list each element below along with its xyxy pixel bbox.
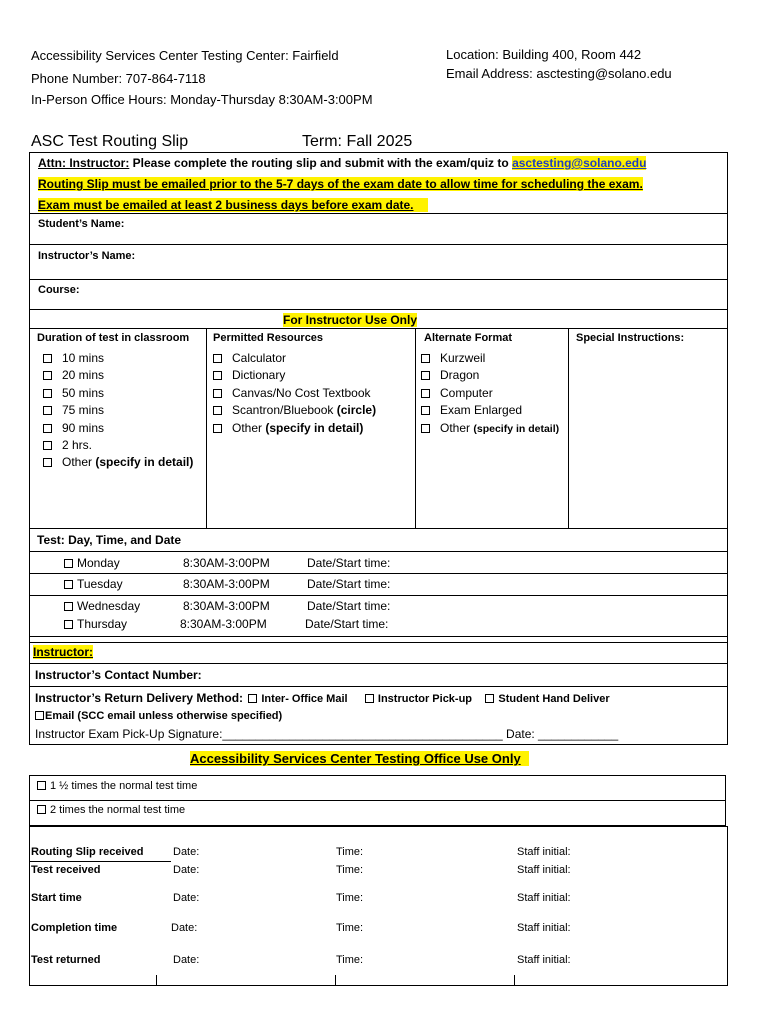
checkbox-icon[interactable]: [421, 389, 430, 398]
attn-text: Please complete the routing slip and submit with the exam/quiz to: [129, 156, 513, 170]
option-detail: (circle): [336, 403, 377, 418]
log-staff-label: Staff initial:: [517, 846, 571, 858]
routing-notice: Routing Slip must be emailed prior to the 5-7 days of the exam date to allow time for scheduling the exam.: [38, 177, 643, 191]
option-label: 50 mins: [62, 385, 105, 400]
schedule-day-wednesday[interactable]: [64, 599, 140, 613]
day-date-label: Date/Start time:: [307, 599, 391, 613]
duration-option[interactable]: [43, 420, 193, 437]
option-detail: (specify in detail): [95, 455, 194, 470]
day-time: 8:30AM-3:00PM: [183, 577, 270, 591]
duration-option[interactable]: [43, 350, 193, 367]
checkbox-icon[interactable]: [213, 406, 222, 415]
time-option-1-5x[interactable]: [37, 780, 197, 792]
student-name-label: Student’s Name:: [38, 218, 125, 230]
checkbox-icon[interactable]: [43, 389, 52, 398]
divider: [29, 279, 728, 280]
duration-option[interactable]: [43, 402, 193, 419]
col-format-header: Alternate Format: [424, 332, 513, 344]
exam-notice: Exam must be emailed at least 2 business days before exam date.: [38, 198, 428, 212]
schedule-title: Test: Day, Time, and Date: [37, 533, 182, 547]
checkbox-icon[interactable]: [37, 781, 46, 790]
attn-label: Attn: Instructor:: [38, 156, 130, 170]
option-inter-office-mail[interactable]: Inter- Office Mail: [261, 693, 348, 705]
course-field[interactable]: [160, 281, 720, 308]
column-divider: [335, 975, 336, 986]
log-date-label: Date:: [173, 846, 200, 858]
format-option[interactable]: [421, 402, 559, 419]
checkbox-icon[interactable]: [64, 602, 73, 611]
instructor-name-label: Instructor’s Name:: [38, 250, 136, 262]
option-label: 75 mins: [62, 403, 105, 418]
column-divider: [206, 328, 207, 528]
option-label: 10 mins: [62, 351, 105, 365]
slip-term: Term: Fall 2025: [302, 133, 413, 150]
day-date-label: Date/Start time:: [305, 617, 389, 631]
divider: [29, 595, 728, 596]
col-resources-header: Permitted Resources: [213, 332, 324, 344]
slip-title: ASC Test Routing Slip: [31, 133, 189, 150]
day-time: 8:30AM-3:00PM: [183, 556, 270, 570]
divider: [29, 551, 728, 552]
log-staff-label: Staff initial:: [517, 922, 571, 934]
option-label: Other: [232, 420, 263, 435]
option-label: 1 ½ times the normal test time: [50, 780, 198, 792]
instructor-contact-label: Instructor’s Contact Number:: [35, 668, 202, 682]
checkbox-icon[interactable]: [421, 354, 430, 363]
divider: [29, 573, 728, 574]
checkbox-icon[interactable]: [37, 805, 46, 814]
duration-option[interactable]: [43, 367, 193, 384]
return-delivery-label: Instructor’s Return Delivery Method:: [35, 691, 244, 705]
checkbox-icon[interactable]: [421, 424, 430, 433]
checkbox-icon[interactable]: [43, 424, 52, 433]
resource-option[interactable]: [213, 385, 376, 402]
log-time-label: Time:: [336, 954, 364, 966]
resource-option[interactable]: [213, 402, 376, 419]
resource-option[interactable]: [213, 420, 376, 437]
instructor-label: Instructor:: [33, 645, 93, 659]
option-label: Other: [62, 455, 93, 470]
checkbox-icon[interactable]: [365, 694, 374, 703]
log-date-label: Date:: [173, 954, 200, 966]
return-delivery-email-row: [35, 710, 282, 722]
log-time-label: Time:: [336, 892, 364, 904]
day-time: 8:30AM-3:00PM: [180, 617, 267, 631]
student-name-field[interactable]: [160, 215, 720, 243]
checkbox-icon[interactable]: [248, 694, 257, 703]
format-option[interactable]: [421, 367, 559, 384]
header-center-line: Accessibility Services Center Testing Center: Fairfield: [31, 48, 339, 63]
header-phone: Phone Number: 707-864-7118: [31, 71, 206, 86]
divider: [29, 213, 728, 214]
checkbox-icon[interactable]: [421, 371, 430, 380]
checkbox-icon[interactable]: [213, 424, 222, 433]
duration-option[interactable]: [43, 454, 193, 471]
checkbox-icon[interactable]: [213, 354, 222, 363]
checkbox-icon[interactable]: [64, 620, 73, 629]
log-row-label: Start time: [31, 892, 82, 904]
checkbox-icon[interactable]: [64, 580, 73, 589]
divider: [29, 686, 728, 687]
divider: [29, 861, 171, 862]
option-label: Scantron/Bluebook: [232, 403, 334, 418]
pickup-signature-line[interactable]: Instructor Exam Pick-Up Signature:__________________________________________ Date: ____________: [35, 727, 619, 741]
format-option[interactable]: [421, 350, 559, 367]
option-label: Kurzweil: [440, 351, 486, 365]
column-divider: [514, 975, 515, 986]
col-special-header: Special Instructions:: [576, 332, 685, 344]
log-date-label: Date:: [173, 864, 200, 876]
log-row-label: Routing Slip received: [31, 846, 144, 858]
duration-option[interactable]: [43, 437, 193, 454]
option-label: Calculator: [232, 351, 287, 365]
log-row-label: Completion time: [31, 922, 118, 934]
option-label: Other: [440, 420, 471, 435]
option-label: 90 mins: [62, 420, 105, 435]
resources-list: [213, 350, 376, 437]
checkbox-icon[interactable]: [213, 371, 222, 380]
column-divider: [156, 975, 157, 986]
divider: [29, 328, 728, 329]
log-time-label: Time:: [336, 846, 364, 858]
option-label: Dragon: [440, 368, 480, 383]
divider: [29, 800, 726, 801]
instructor-name-field[interactable]: [160, 246, 720, 278]
option-label: Exam Enlarged: [440, 403, 523, 418]
option-label: 2 times the normal test time: [50, 804, 186, 816]
log-staff-label: Staff initial:: [517, 892, 571, 904]
format-option[interactable]: [421, 385, 559, 402]
option-student-hand-deliver[interactable]: Student Hand Deliver: [498, 693, 610, 705]
attn-email-link[interactable]: asctesting@solano.edu: [512, 156, 647, 170]
log-time-label: Time:: [336, 864, 364, 876]
day-label: Thursday: [77, 617, 128, 631]
attn-line: [38, 156, 646, 170]
option-detail: (specify in detail): [473, 422, 560, 435]
option-label: 2 hrs.: [62, 437, 93, 452]
duration-list: [43, 350, 193, 472]
checkbox-icon[interactable]: [421, 406, 430, 415]
header-location: Location: Building 400, Room 442: [446, 47, 642, 62]
schedule-day-monday[interactable]: [64, 556, 120, 570]
checkbox-icon[interactable]: [43, 354, 52, 363]
checkbox-icon[interactable]: [43, 406, 52, 415]
checkbox-icon[interactable]: [35, 711, 44, 720]
column-divider: [568, 328, 569, 528]
log-staff-label: Staff initial:: [517, 864, 571, 876]
col-duration-header: Duration of test in classroom: [37, 332, 190, 344]
course-label: Course:: [38, 284, 80, 296]
checkbox-icon[interactable]: [43, 371, 52, 380]
column-divider: [415, 328, 416, 528]
option-label: Computer: [440, 385, 493, 400]
option-email[interactable]: Email (SCC email unless otherwise specified): [45, 710, 283, 722]
header-email: Email Address: asctesting@solano.edu: [446, 66, 672, 81]
log-row-label: Test returned: [31, 954, 101, 966]
format-option[interactable]: [421, 420, 559, 437]
checkbox-icon[interactable]: [64, 559, 73, 568]
divider: [29, 636, 728, 637]
day-date-label: Date/Start time:: [307, 577, 391, 591]
day-label: Tuesday: [77, 577, 123, 591]
day-label: Monday: [77, 556, 120, 570]
header-hours: In-Person Office Hours: Monday-Thursday 8:30AM-3:00PM: [31, 92, 373, 107]
day-date-label: Date/Start time:: [307, 556, 391, 570]
divider: [29, 663, 728, 664]
option-label: Dictionary: [232, 368, 286, 383]
divider: [29, 528, 728, 529]
checkbox-icon[interactable]: [43, 458, 52, 467]
option-label: Canvas/No Cost Textbook: [232, 385, 371, 400]
office-use-title: Accessibility Services Center Testing Office Use Only: [190, 751, 529, 766]
log-staff-label: Staff initial:: [517, 954, 571, 966]
log-date-label: Date:: [171, 922, 198, 934]
day-label: Wednesday: [77, 599, 141, 613]
option-instructor-pickup[interactable]: Instructor Pick-up: [377, 693, 473, 705]
day-time: 8:30AM-3:00PM: [183, 599, 270, 613]
special-instructions-field[interactable]: [570, 349, 726, 525]
time-option-2x[interactable]: [37, 804, 185, 816]
log-date-label: Date:: [173, 892, 200, 904]
checkbox-icon[interactable]: [43, 441, 52, 450]
log-time-label: Time:: [336, 922, 364, 934]
format-list: [421, 350, 559, 437]
duration-option[interactable]: [43, 385, 193, 402]
checkbox-icon[interactable]: [213, 389, 222, 398]
divider: [29, 309, 728, 310]
instructor-use-title: For Instructor Use Only: [283, 313, 418, 327]
option-detail: (specify in detail): [265, 420, 364, 435]
schedule-day-tuesday[interactable]: [64, 577, 123, 591]
divider: [29, 244, 728, 245]
log-row-label: Test received: [31, 864, 101, 876]
checkbox-icon[interactable]: [485, 694, 494, 703]
resource-option[interactable]: [213, 350, 376, 367]
resource-option[interactable]: [213, 367, 376, 384]
schedule-day-thursday[interactable]: [64, 617, 127, 631]
return-delivery-row: [35, 691, 610, 705]
option-label: 20 mins: [62, 368, 105, 383]
